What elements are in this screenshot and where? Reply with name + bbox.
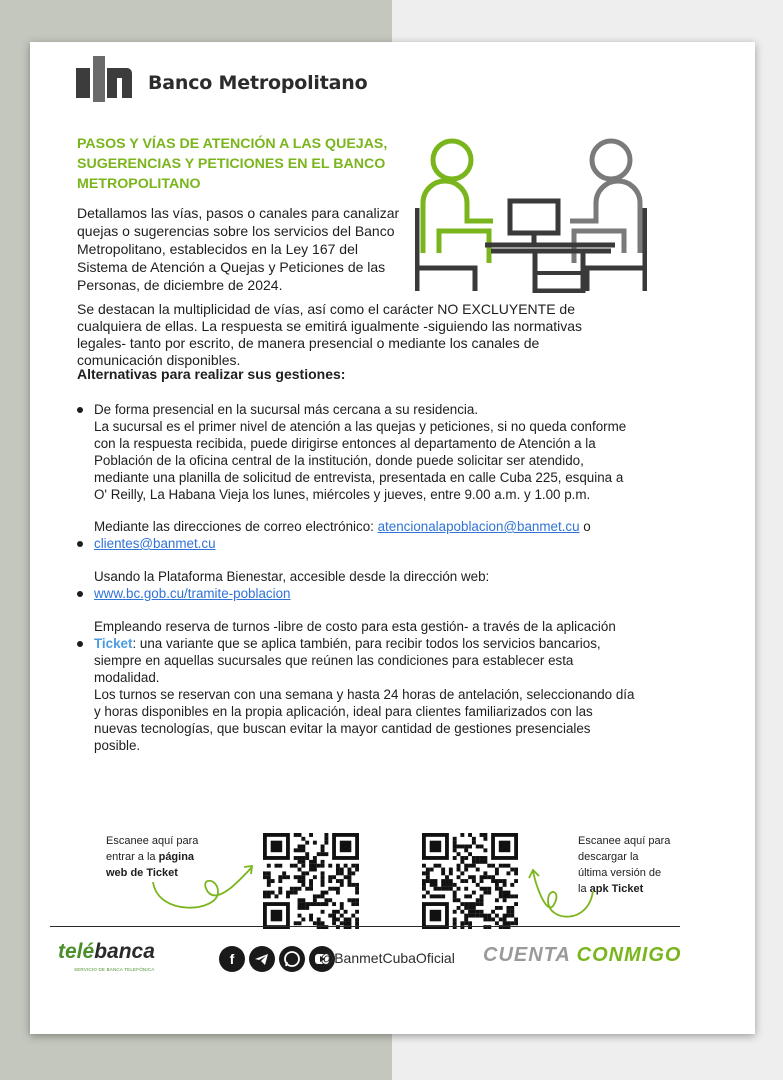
- telebanca-part-a: telé: [58, 940, 95, 963]
- ticket-line: Empleando reserva de turnos -libre de costo para esta gestión- a través de la aplicación: [94, 619, 616, 634]
- slogan-part-a: CUENTA: [483, 944, 571, 966]
- qr-right-line1: Escanee aquí para: [578, 835, 671, 847]
- telebanca-logo: [58, 940, 155, 964]
- non-exclusive-paragraph: Se destacan la multiplicidad de vías, así como el carácter NO EXCLUYENTE de cualquiera de ellas. La respuesta se emitirá igualmente -siguiendo las normativas legales- tanto por escrito, de manera presencial o mediante los canales de comunicación disponibles.: [77, 301, 583, 368]
- qr-right-line4: la: [578, 883, 590, 895]
- bullet: [77, 407, 83, 413]
- bullet: [77, 641, 83, 647]
- email-connector: o: [583, 519, 591, 534]
- whatsapp-icon[interactable]: [279, 946, 305, 972]
- facebook-icon[interactable]: f: [219, 946, 245, 972]
- qr-left-line3-bold: web de Ticket: [106, 867, 178, 879]
- service-desk-illustration: [415, 133, 647, 293]
- ticket-body: Los turnos se reservan con una semana y hasta 24 horas de antelación, seleccionando día y horas disponibles en la propia aplicación, ideal para clientes familiarizados con las nuevas tecnologías, que buscan evitar la mayor cantidad de gestiones presenciales posible.: [94, 687, 635, 753]
- qr-right-line3: última versión de: [578, 867, 662, 879]
- slogan: [483, 944, 681, 967]
- bullet: [77, 541, 83, 547]
- presencial-body: La sucursal es el primer nivel de atención a las quejas y peticiones, si no queda conforme con la respuesta recibida, puede dirigirse entonces al departamento de Atención a la Población de la oficina central de la institución, donde puede solicitar ser atendido, mediante una planilla de solicitud de entrevista, presentada en calle Cuba 225, esquina a O' Reilly, La Habana Vieja los lunes, miércoles y jueves, entre 9.00 a.m. y 1.00 p.m.: [94, 419, 627, 502]
- qr-right-line2: descargar la: [578, 851, 639, 863]
- qr-code-ticket-web[interactable]: [263, 833, 359, 929]
- qr-left-line2-bold: página: [158, 851, 195, 863]
- ticket-app-name[interactable]: Ticket: [94, 636, 133, 651]
- bullet: [77, 591, 83, 597]
- telegram-icon[interactable]: [249, 946, 275, 972]
- arrow-to-left-qr-icon: [148, 862, 258, 917]
- qr-left-line2: entrar a la: [106, 851, 159, 863]
- web-prefix: Usando la Plataforma Bienestar, accesible desde la dirección web:: [94, 569, 490, 584]
- qr-code-ticket-apk[interactable]: [422, 833, 518, 929]
- qr-left-line1: Escanee aquí para: [106, 835, 199, 847]
- intro-paragraph: Detallamos las vías, pasos o canales para canalizar quejas o sugerencias sobre los servicios del Banco Metropolitano, establecidos en la Ley 167 del Sistema de Atención a Quejas y Peticiones de las Personas, de diciembre de 2024.: [77, 205, 400, 293]
- arrow-to-right-qr-icon: [528, 866, 598, 926]
- qr-right-line4-bold: apk Ticket: [589, 883, 644, 895]
- page-title: PASOS Y VÍAS DE ATENCIÓN A LAS QUEJAS, SUGERENCIAS Y PETICIONES EN EL BANCO METROPOLITANO: [77, 136, 388, 192]
- banco-metropolitano-logo: [76, 56, 132, 102]
- telebanca-part-b: banca: [94, 940, 155, 963]
- web-link[interactable]: www.bc.gob.cu/tramite-poblacion: [94, 586, 291, 601]
- slogan-part-b: CONMIGO: [576, 944, 682, 966]
- email-link-clientes[interactable]: clientes@banmet.cu: [94, 536, 216, 551]
- brand-name: Banco Metropolitano: [148, 72, 368, 94]
- email-link-atencion[interactable]: atencionalapoblacion@banmet.cu: [377, 519, 580, 534]
- alternatives-heading: Alternativas para realizar sus gestiones:: [77, 366, 346, 382]
- social-handle[interactable]: @BanmetCubaOficial: [320, 950, 455, 966]
- ticket-rest: : una variante que se aplica también, para recibir todos los servicios bancarios, siempre en aquellas sucursales que reúnen las condiciones para establecer esta modalidad.: [94, 636, 601, 685]
- footer-divider: [50, 926, 680, 927]
- telebanca-subtitle: SERVICIO DE BANCA TELEFÓNICA: [74, 967, 155, 972]
- presencial-line: De forma presencial en la sucursal más cercana a su residencia.: [94, 402, 479, 417]
- email-prefix: Mediante las direcciones de correo electrónico:: [94, 519, 374, 534]
